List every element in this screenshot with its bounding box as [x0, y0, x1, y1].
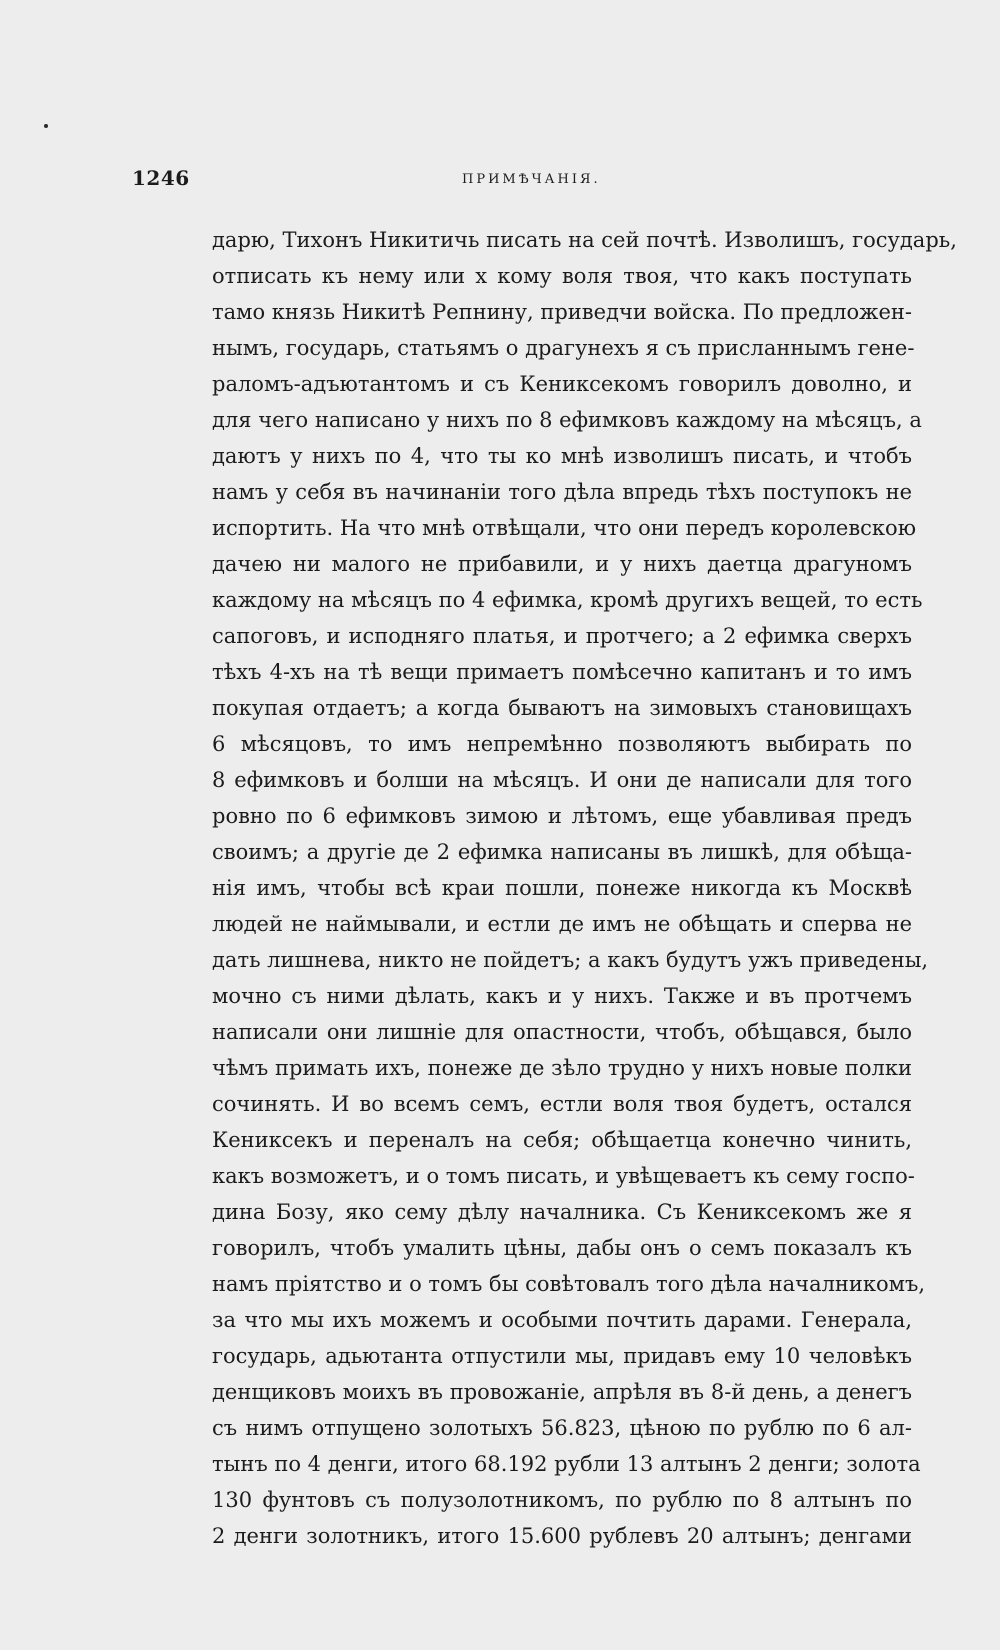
text-line: своимъ; а другіе де 2 ефимка написаны въ лишкѣ, для обѣща- — [212, 840, 912, 864]
text-line: тынъ по 4 денги, итого 68.192 рубли 13 алтынъ 2 денги; золота — [212, 1452, 921, 1476]
text-line: мочно съ ними дѣлать, какъ и у нихъ. Также и въ протчемъ — [212, 984, 912, 1008]
text-line: для чего написано у нихъ по 8 ефимковъ каждому на мѣсяцъ, а — [212, 408, 922, 432]
text-line: сочинять. И во всемъ семъ, естли воля твоя будетъ, остался — [212, 1092, 912, 1116]
text-line: государь, адьютанта отпустили мы, придавъ ему 10 человѣкъ — [212, 1344, 912, 1368]
text-line: даютъ у нихъ по 4, что ты ко мнѣ изволишъ писать, и чтобъ — [212, 444, 912, 468]
text-line: Кениксекъ и переналъ на себя; обѣщаетца конечно чинить, — [212, 1128, 912, 1152]
text-line: намъ пріятство и о томъ бы совѣтовалъ того дѣла началникомъ, — [212, 1272, 926, 1296]
text-line: ровно по 6 ефимковъ зимою и лѣтомъ, еще убавливая предъ — [212, 804, 912, 828]
text-line: говорилъ, чтобъ умалить цѣны, дабы онъ о семъ показалъ къ — [212, 1236, 912, 1260]
text-line: раломъ-адъютантомъ и съ Кениксекомъ говорилъ доволно, и — [212, 372, 912, 396]
running-head: ПРИМѢЧАНІЯ. — [462, 172, 601, 187]
text-line: тѣхъ 4-хъ на тѣ вещи примаетъ помѣсечно капитанъ и то имъ — [212, 660, 912, 684]
text-line: съ нимъ отпущено золотыхъ 56.823, цѣною по рублю по 6 ал- — [212, 1416, 912, 1440]
text-line: дать лишнева, никто не пойдетъ; а какъ будутъ ужъ приведены, — [212, 948, 929, 972]
text-line: дарю, Тихонъ Никитичь писать на сей почтѣ. Изволишъ, государь, — [212, 228, 957, 252]
text-line: денщиковъ моихъ въ провожаніе, апрѣля въ 8-й день, а денегъ — [212, 1380, 912, 1404]
text-line: нымъ, государь, статьямъ о драгунехъ я съ присланнымъ гене- — [212, 336, 915, 360]
text-line: тамо князь Никитѣ Репнину, приведчи войска. По предложен- — [212, 300, 913, 324]
text-line: чѣмъ примать ихъ, понеже де зѣло трудно у нихъ новые полки — [212, 1056, 912, 1080]
text-line: дина Бозу, яко сему дѣлу началника. Съ Кениксекомъ же я — [212, 1200, 912, 1224]
text-line: отписать къ нему или х кому воля твоя, что какъ поступать — [212, 264, 912, 288]
text-line: за что мы ихъ можемъ и особыми почтить дарами. Генерала, — [212, 1308, 912, 1332]
text-line: 2 денги золотникъ, итого 15.600 рублевъ 20 алтынъ; денгами — [212, 1524, 912, 1548]
text-line: людей не наймывали, и естли де имъ не обѣщать и сперва не — [212, 912, 912, 936]
text-line: дачею ни малого не прибавили, и у нихъ даетца драгуномъ — [212, 552, 912, 576]
text-line: 8 ефимковъ и болши на мѣсяцъ. И они де написали для того — [212, 768, 912, 792]
text-line: 6 мѣсяцовъ, то имъ непремѣнно позволяютъ выбирать по — [212, 732, 912, 756]
text-line: испортить. На что мнѣ отвѣщали, что они передъ королевскою — [212, 516, 916, 540]
page-number: 1246 — [132, 166, 190, 190]
text-line: сапоговъ, и исподняго платья, и протчего; а 2 ефимка сверхъ — [212, 624, 912, 648]
text-line: какъ возможетъ, и о томъ писать, и увѣщеваетъ къ сему госпо- — [212, 1164, 915, 1188]
paper-speck — [44, 124, 48, 128]
text-line: нія имъ, чтобы всѣ краи пошли, понеже никогда къ Москвѣ — [212, 876, 912, 900]
text-line: покупая отдаетъ; а когда бываютъ на зимовыхъ становищахъ — [212, 696, 912, 720]
text-line: написали они лишніе для опастности, чтобъ, обѣщався, было — [212, 1020, 912, 1044]
body-text — [212, 222, 957, 1554]
text-line: 130 фунтовъ съ полузолотникомъ, по рублю по 8 алтынъ по — [212, 1488, 912, 1512]
text-line: намъ у себя въ начинаніи того дѣла впредь тѣхъ поступокъ не — [212, 480, 912, 504]
text-line: каждому на мѣсяцъ по 4 ефимка, кромѣ другихъ вещей, то есть — [212, 588, 923, 612]
